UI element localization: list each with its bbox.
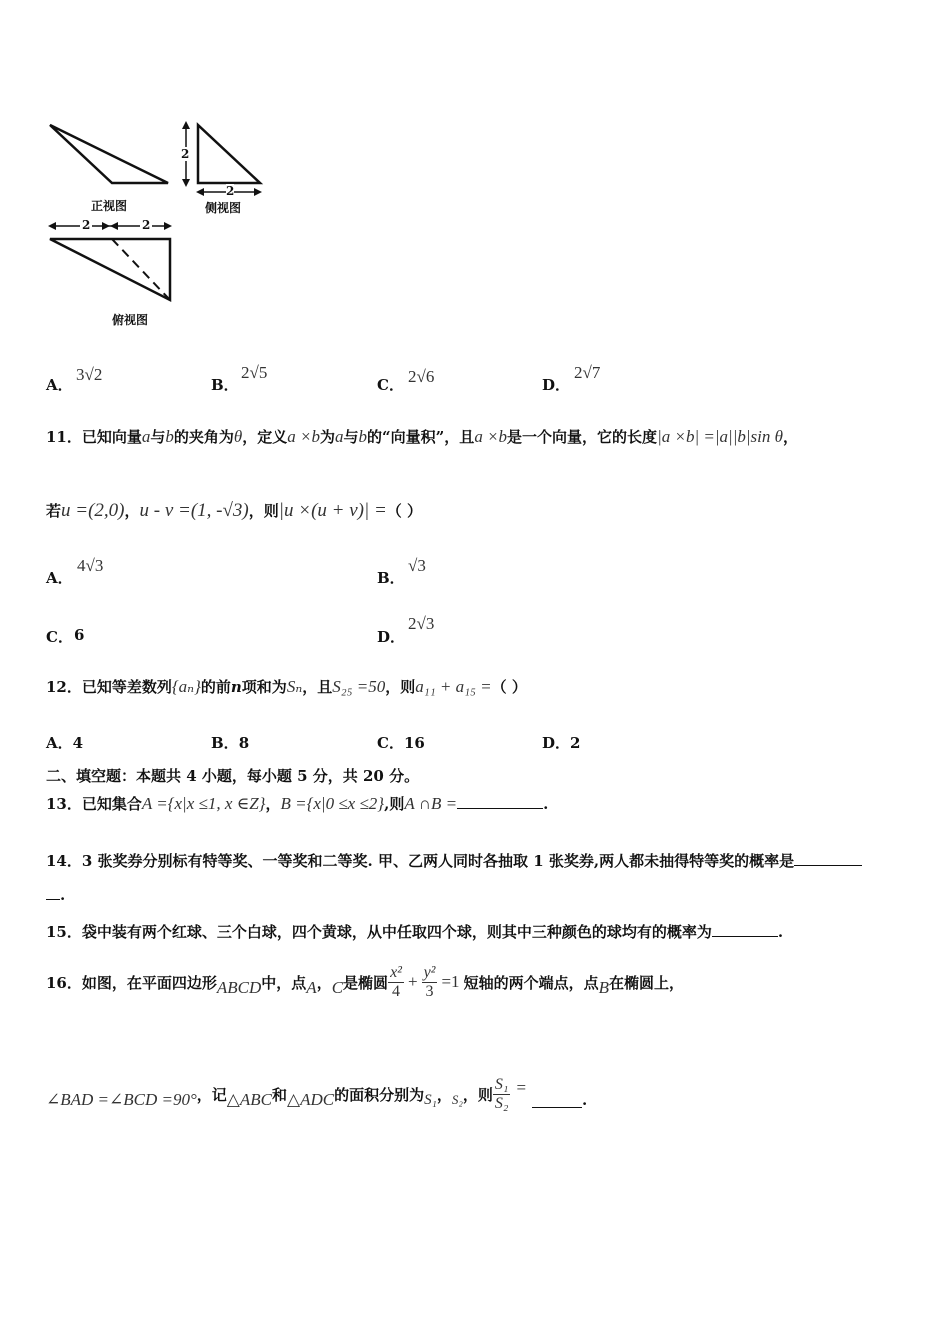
q16-eq1: =1 [441, 972, 460, 991]
q12-option-c-value: 16 [403, 734, 425, 752]
q11-text: 的“向量积”，且 [367, 428, 475, 446]
q16-ellipse-y-term [422, 964, 438, 1001]
q12-prefix: 12．已知等差数列 [46, 678, 172, 696]
q11-vec-b: b [358, 427, 368, 446]
q11-text: ， [124, 502, 140, 520]
q11-stem-line1 [46, 426, 798, 447]
q16-text: ， [316, 973, 332, 992]
q16-text: 短轴的两个端点，点 [463, 973, 599, 992]
q16-text: 在椭圆上， [608, 973, 684, 992]
q12-text: 的前 [200, 678, 231, 696]
q16-stem-line2 [46, 1068, 587, 1120]
side-view-label: 侧视图 [205, 201, 242, 215]
q10-option-c-value: 2√6 [408, 367, 435, 386]
q16-plus: + [407, 972, 418, 991]
front-view-shape [50, 125, 168, 183]
q12-option-c [377, 732, 425, 753]
front-view-label: 正视图 [91, 199, 128, 213]
q15-end: . [777, 923, 784, 941]
q11-theta: θ [233, 427, 243, 446]
q11-text: 为 [320, 428, 336, 446]
q16-ellipse-x-num: x² [390, 963, 402, 981]
dim-top-right: 2 [142, 218, 151, 232]
q16-quad: ABCD [216, 978, 262, 997]
q11-text: 与 [150, 428, 166, 446]
q12-stem [46, 676, 527, 697]
dim-top-left: 2 [82, 218, 91, 232]
q13-stem [46, 793, 548, 814]
q12-option-a [46, 732, 83, 753]
q10-option-d-label: D． [542, 376, 571, 394]
q16-text: 中，点 [261, 973, 307, 992]
q16-text: 的面积分别为 [334, 1085, 425, 1104]
q14-answer-blank[interactable] [794, 851, 862, 866]
section-2-heading: 二、填空题：本题共 4 小题，每小题 5 分，共 20 分。 [46, 767, 420, 785]
q16-text: 是椭圆 [343, 973, 389, 992]
q11-option-d-label: D． [377, 628, 406, 646]
q11-uv-def: u - v =(1, -√3) [139, 500, 249, 521]
q12-sn: Sₙ [286, 677, 303, 696]
q11-text: ，定义 [242, 428, 288, 446]
q16-triangle-adc: △ADC [287, 1090, 335, 1109]
q10-option-a-value: 3√2 [76, 365, 103, 384]
q14-end: . [60, 886, 66, 904]
q12-option-c-label: C． [377, 734, 404, 752]
q13-expr: A ∩B = [404, 794, 458, 813]
q16-angles: ∠BAD =∠BCD =90° [46, 1090, 197, 1109]
q13-answer-blank[interactable] [457, 794, 543, 809]
q13-prefix: 13．已知集合 [46, 795, 142, 813]
q16-prefix: 16．如图，在平面四边形 [46, 973, 217, 992]
q12-option-d-label: D． [542, 734, 571, 752]
top-view-label: 俯视图 [112, 313, 149, 327]
q11-option-d-value: 2√3 [408, 614, 435, 633]
q16-eq2: = [516, 1078, 527, 1097]
q15-answer-blank[interactable] [712, 922, 778, 937]
q14-answer-blank-cont[interactable] [46, 885, 60, 900]
q10-option-c-label: C． [377, 376, 404, 394]
q11-cross: a ×b [474, 427, 508, 446]
q16-text: 和 [271, 1085, 287, 1104]
q11-prefix: 11．已知向量 [46, 428, 142, 446]
q16-s1: S₁ [424, 1091, 437, 1108]
q11-option-b-label: B． [377, 569, 405, 587]
q11-option-c-value: 6 [74, 626, 85, 644]
q12-option-d-value: 2 [570, 734, 581, 752]
q16-triangle-abc: △ABC [226, 1090, 272, 1109]
q16-ellipse-y-num: y² [423, 963, 436, 981]
q12-option-b-value: 8 [238, 734, 250, 752]
q11-text: ，则 [248, 502, 279, 520]
q10-option-a-label: A． [46, 376, 73, 394]
q12-text: ，则 [385, 678, 416, 696]
dim-side-height: 2 [181, 147, 190, 161]
q11-text: 若 [46, 502, 62, 520]
q11-expr: |u ×(u + v)| = [278, 500, 387, 521]
q13-text: ,则 [384, 795, 405, 813]
q11-vec-b: b [165, 427, 174, 446]
q12-s25: S₂₅ =50 [332, 677, 386, 696]
q11-option-a-value: 4√3 [77, 556, 104, 575]
q15-text: 15．袋中装有两个红球、三个白球，四个黄球，从中任取四个球，则其中三种颜色的球均有的概率为 [46, 923, 712, 941]
q16-answer-blank[interactable] [532, 1093, 582, 1108]
q16-ratio-num: S₁ [494, 1075, 509, 1093]
q11-vec-a: a [141, 427, 151, 446]
side-view-shape [198, 125, 260, 183]
q11-vec-a: a [335, 427, 344, 446]
q13-text: ， [265, 795, 281, 813]
q10-option-b-value: 2√5 [241, 363, 268, 382]
q12-option-b-label: B． [211, 734, 239, 752]
q12-option-a-value: 4 [72, 734, 84, 752]
q12-option-a-label: A． [46, 734, 73, 752]
q11-paren: （ ） [386, 502, 423, 520]
q16-point-b: B [598, 978, 609, 997]
q11-length-formula: |a ×b| =|a||b|sin θ [657, 427, 783, 446]
q11-text: 的夹角为 [173, 428, 234, 446]
q16-ratio-den: S₂ [494, 1094, 509, 1112]
q16-point-a: A [306, 978, 317, 997]
q16-ellipse-y-den: 3 [425, 982, 434, 1000]
top-view-shape [50, 239, 170, 300]
q11-u-def: u =(2,0) [61, 500, 125, 521]
dim-side-width: 2 [226, 184, 235, 198]
q14-text: 14．3 张奖券分别标有特等奖、一等奖和二等奖. 甲、乙两人同时各抽取 1 张奖券,两人都未抽得特等奖的概率是 [46, 852, 795, 870]
q16-text: ，则 [462, 1085, 493, 1104]
q12-text: 项和为 [241, 678, 287, 696]
q16-ratio [493, 1076, 511, 1113]
q16-stem-line1 [46, 956, 684, 1008]
q11-option-a-label: A． [46, 569, 73, 587]
q13-end: . [543, 795, 549, 813]
q12-option-d [542, 732, 580, 753]
q12-paren: （ ） [491, 678, 527, 696]
q13-set-b: B ={x|0 ≤x ≤2} [280, 794, 385, 813]
q16-s2: S₂ [451, 1092, 463, 1107]
three-view-figure [40, 115, 280, 335]
q12-option-b [211, 732, 249, 753]
q12-expr: a₁₁ + a₁₅ = [415, 677, 492, 696]
q16-text: ，记 [196, 1085, 227, 1104]
q11-text: 是一个向量，它的长度 [507, 428, 658, 446]
q15-stem [46, 921, 783, 942]
q16-ellipse-x-term [388, 964, 404, 1001]
q11-text: ， [783, 428, 799, 446]
q11-cross: a ×b [287, 427, 321, 446]
q16-point-c: C [331, 978, 344, 997]
q12-n: n [230, 678, 242, 696]
q14-stem-line2 [46, 885, 65, 904]
q16-ellipse-x-den: 4 [392, 982, 401, 1000]
q14-stem [46, 850, 862, 871]
q11-option-b-value: √3 [408, 556, 426, 575]
q11-stem-line2 [46, 500, 422, 522]
q10-option-d-value: 2√7 [574, 363, 601, 382]
q13-set-a: A ={x|x ≤1, x ∈Z} [141, 794, 266, 813]
q12-text: ，且 [302, 678, 333, 696]
q16-end: . [582, 1091, 588, 1109]
q12-sequence: {aₙ} [171, 677, 201, 696]
q11-option-c-label: C． [46, 628, 73, 646]
q10-option-b-label: B． [211, 376, 239, 394]
q16-text: ， [436, 1085, 452, 1104]
q11-text: 与 [343, 428, 359, 446]
